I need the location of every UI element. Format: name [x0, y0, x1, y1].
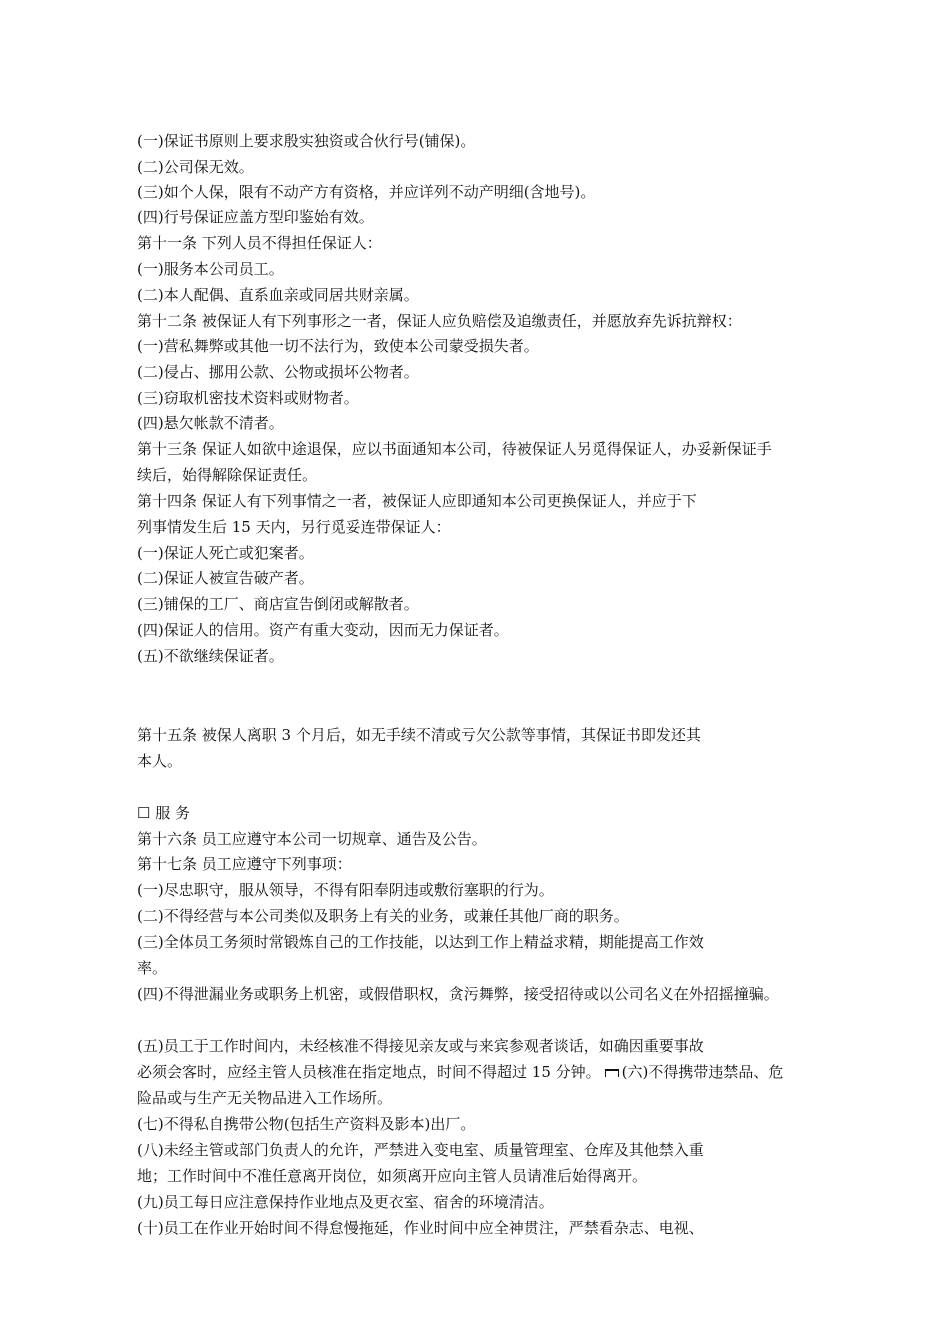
text-line: (四)行号保证应盖方型印鉴始有效。	[137, 208, 374, 226]
text-line: (九)员工每日应注意保持作业地点及更衣室、宿舍的环境清洁。	[137, 1193, 554, 1211]
article-heading: 第十五条 被保人离职 3 个月后，如无手续不清或亏欠公款等事情，其保证书即发还其	[137, 726, 701, 744]
text-line: (三)全体员工务须时常锻炼自己的工作技能，以达到工作上精益求精，期能提高工作效	[137, 933, 704, 951]
text-line: (三)窃取机密技术资料或财物者。	[137, 389, 359, 407]
text-line: (八)未经主管或部门负责人的允许，严禁进入变电室、质量管理室、仓库及其他禁入重	[137, 1141, 704, 1159]
text-line: (三)如个人保，限有不动产方有资格，并应详列不动产明细(含地号)。	[137, 183, 596, 201]
article-heading: 第十二条 被保证人有下列事形之一者，保证人应负赔偿及追缴责任，并愿放弃先诉抗辩权：	[137, 312, 742, 330]
text-line: (二)公司保无效。	[137, 158, 254, 176]
text-line: (二)侵占、挪用公款、公物或损坏公物者。	[137, 363, 419, 381]
text-line: 列事情发生后 15 天内，另行觅妥连带保证人：	[137, 518, 451, 536]
page-break-marker	[605, 1069, 619, 1077]
article-heading: 第十七条 员工应遵守下列事项：	[137, 855, 352, 873]
text-line: 续后，始得解除保证责任。	[137, 466, 318, 484]
text-line: (二)本人配偶、直系血亲或同居共财亲属。	[137, 286, 419, 304]
text-segment: 必须会客时，应经主管人员核准在指定地点，时间不得超过 15 分钟。	[137, 1063, 601, 1081]
text-line: (五)员工于工作时间内，未经核准不得接见亲友或与来宾参观者谈话，如确因重要事故	[137, 1037, 704, 1055]
text-line: 地；工作时间中不准任意离开岗位，如须离开应向主管人员请准后始得离开。	[137, 1167, 648, 1185]
section-heading: ☐ 服 务	[137, 804, 190, 822]
text-line: (一)营私舞弊或其他一切不法行为，致使本公司蒙受损失者。	[137, 337, 539, 355]
text-line: (二)不得经营与本公司类似及职务上有关的业务，或兼任其他厂商的职务。	[137, 907, 629, 925]
text-line-with-marker	[137, 1062, 783, 1082]
text-line: (一)尽忠职守，服从领导，不得有阳奉阴违或敷衍塞职的行为。	[137, 881, 554, 899]
article-heading: 第十三条 保证人如欲中途退保，应以书面通知本公司，待被保证人另觅得保证人，办妥新保证手	[137, 440, 772, 458]
text-line: (三)铺保的工厂、商店宣告倒闭或解散者。	[137, 595, 419, 613]
text-line: (四)悬欠帐款不清者。	[137, 414, 284, 432]
article-heading: 第十六条 员工应遵守本公司一切规章、通告及公告。	[137, 830, 487, 848]
text-line: (七)不得私自携带公物(包括生产资料及影本)出厂。	[137, 1115, 476, 1133]
text-line: (二)保证人被宣告破产者。	[137, 569, 314, 587]
text-line: 率。	[137, 959, 168, 977]
text-line: 险品或与生产无关物品进入工作场所。	[137, 1089, 393, 1107]
text-line: (五)不欲继续保证者。	[137, 647, 284, 665]
text-line: 本人。	[137, 752, 183, 770]
text-line: (一)保证人死亡或犯案者。	[137, 544, 314, 562]
text-line: (四)不得泄漏业务或职务上机密，或假借职权，贪污舞弊，接受招待或以公司名义在外招摇撞骗。	[137, 985, 779, 1003]
text-line: (四)保证人的信用。资产有重大变动，因而无力保证者。	[137, 621, 509, 639]
article-heading: 第十四条 保证人有下列事情之一者，被保证人应即通知本公司更换保证人，并应于下	[137, 492, 697, 510]
text-line: (十)员工在作业开始时间不得怠慢拖延，作业时间中应全神贯注，严禁看杂志、电视、	[137, 1219, 704, 1237]
text-segment: (六)不得携带违禁品、危	[621, 1063, 784, 1081]
article-heading: 第十一条 下列人员不得担任保证人：	[137, 234, 382, 252]
text-line: (一)保证书原则上要求殷实独资或合伙行号(铺保)。	[137, 132, 476, 150]
text-line: (一)服务本公司员工。	[137, 260, 284, 278]
